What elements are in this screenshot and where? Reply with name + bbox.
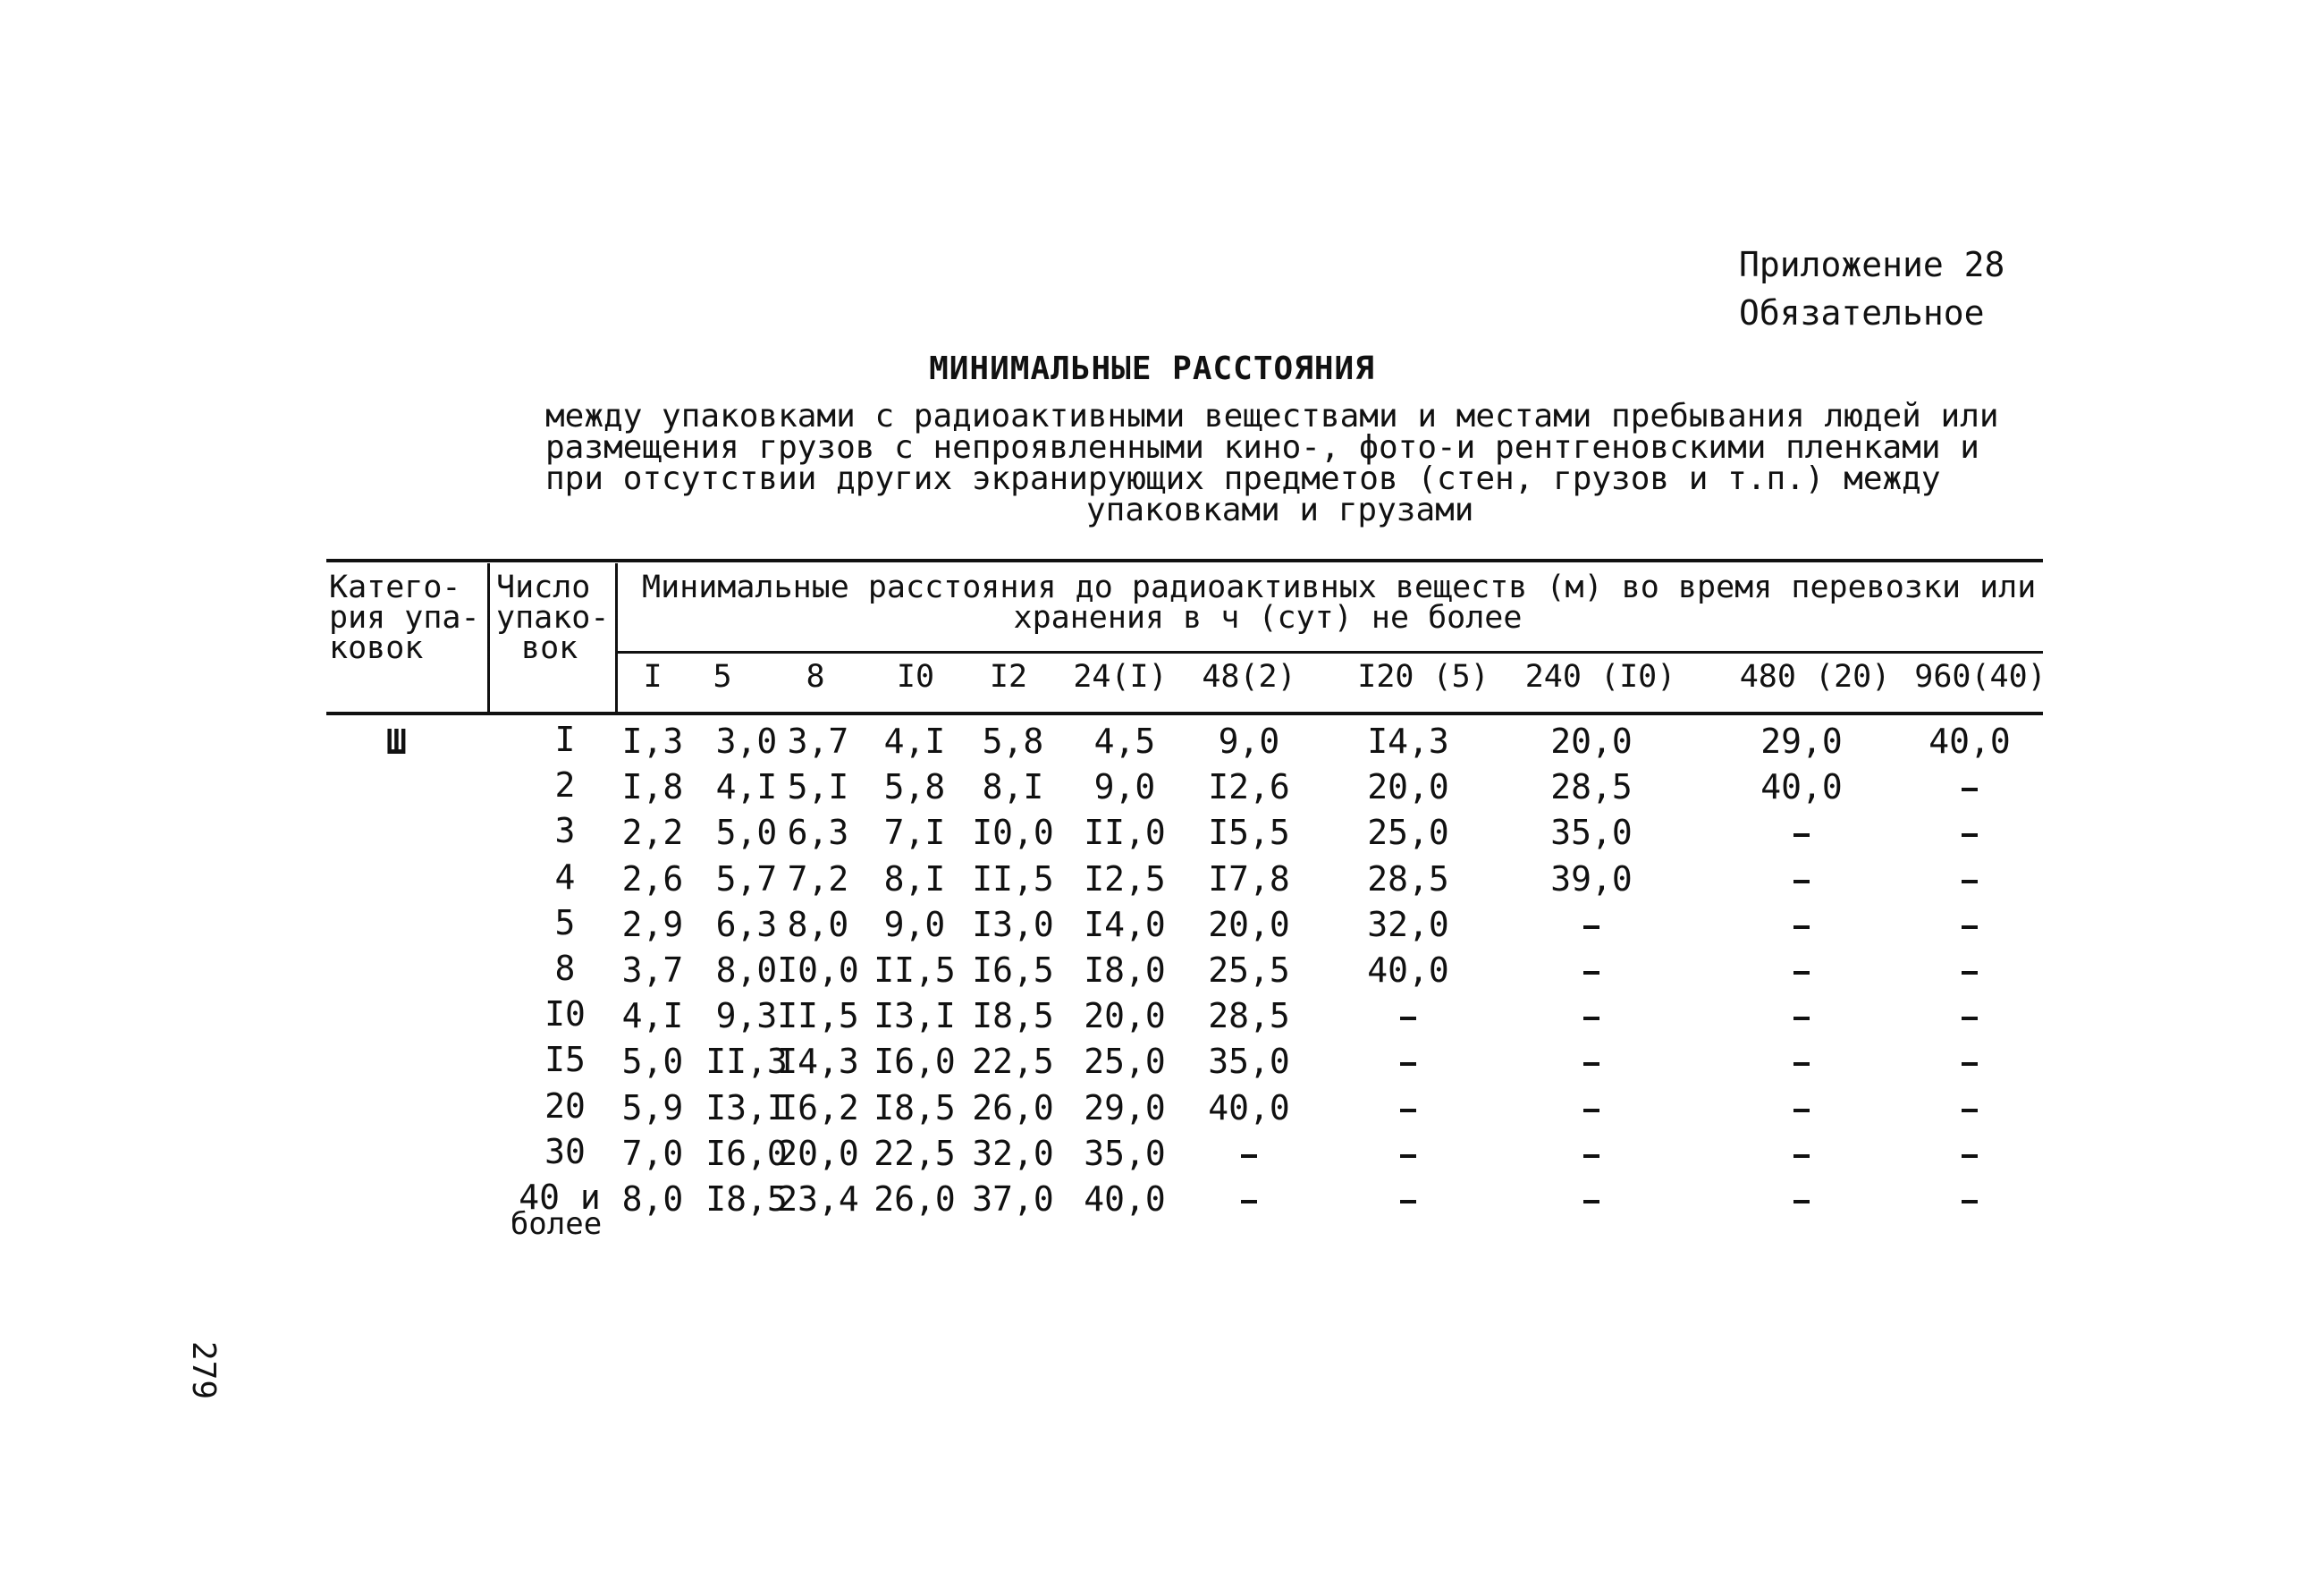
package-count-cell: I0 — [544, 994, 586, 1034]
distance-cell: I8,0 — [1084, 950, 1166, 990]
distance-cell: 2,2 — [621, 813, 684, 852]
header-category: Катего- рия упа- ковок — [329, 570, 480, 666]
empty-cell-dash — [1962, 811, 1978, 854]
table-header-bottom-rule — [326, 712, 2043, 715]
distance-cell: 5,7 — [715, 859, 778, 899]
distance-cell: 2,6 — [621, 859, 684, 899]
dash-mark — [1400, 1062, 1416, 1066]
time-header: 240 (I0) — [1524, 659, 1676, 695]
distance-cell: 9,3 — [715, 996, 778, 1035]
distance-cell: 20,0 — [1084, 996, 1166, 1035]
dash-mark — [1962, 1109, 1978, 1112]
distance-cell: II,3 — [705, 1042, 788, 1081]
distance-cell: 20,0 — [1550, 722, 1633, 761]
distance-cell: 29,0 — [1084, 1088, 1166, 1127]
distance-cell: 28,5 — [1208, 996, 1290, 1035]
empty-cell-dash — [1583, 1178, 1599, 1220]
empty-cell-dash — [1962, 1086, 1978, 1129]
distance-cell: 40,0 — [1928, 722, 2011, 761]
distance-cell: 29,0 — [1760, 722, 1843, 761]
distance-cell: 25,0 — [1084, 1042, 1166, 1081]
time-header: 24(I) — [1073, 659, 1168, 695]
page-number: 279 — [185, 1341, 222, 1400]
distance-cell: 28,5 — [1550, 767, 1633, 806]
distance-cell: I6,0 — [705, 1134, 788, 1173]
header-package-count: Число упако- вок — [496, 570, 610, 666]
distance-cell: 20,0 — [777, 1134, 859, 1173]
dash-mark — [1400, 1017, 1416, 1020]
time-header: 480 (20) — [1739, 659, 1891, 695]
distance-cell: 28,5 — [1367, 859, 1449, 899]
table-row — [0, 949, 2304, 992]
empty-cell-dash — [1583, 1132, 1599, 1175]
distance-cell: 4,I — [883, 722, 946, 761]
empty-cell-dash — [1793, 994, 1810, 1037]
empty-cell-dash — [1793, 1086, 1810, 1129]
dash-mark — [1241, 1200, 1257, 1203]
distance-cell: I6,5 — [972, 950, 1054, 990]
dash-mark — [1962, 880, 1978, 883]
distance-cell: 37,0 — [972, 1179, 1054, 1219]
table-row — [0, 720, 2304, 763]
dash-mark — [1962, 788, 1978, 791]
package-count-cell: 30 — [544, 1132, 586, 1171]
dash-mark — [1583, 1109, 1599, 1112]
distance-cell: 40,0 — [1084, 1179, 1166, 1219]
distance-cell: I4,3 — [1367, 722, 1449, 761]
dash-mark — [1962, 1062, 1978, 1066]
table-row — [0, 1086, 2304, 1129]
dash-mark — [1400, 1154, 1416, 1158]
distance-cell: 8,0 — [621, 1179, 684, 1219]
distance-cell: 9,0 — [1093, 767, 1156, 806]
dash-mark — [1583, 971, 1599, 975]
dash-mark — [1962, 1017, 1978, 1020]
distance-cell: I4,3 — [777, 1042, 859, 1081]
distance-cell: 7,2 — [787, 859, 849, 899]
empty-cell-dash — [1400, 1040, 1416, 1083]
distance-cell: 40,0 — [1760, 767, 1843, 806]
distance-cell: I2,5 — [1084, 859, 1166, 899]
empty-cell-dash — [1962, 903, 1978, 946]
empty-cell-dash — [1241, 1178, 1257, 1220]
table-row — [0, 994, 2304, 1037]
empty-cell-dash — [1583, 949, 1599, 992]
time-header: I2 — [989, 659, 1028, 695]
distance-cell: II,5 — [873, 950, 956, 990]
empty-cell-dash — [1400, 994, 1416, 1037]
empty-cell-dash — [1793, 949, 1810, 992]
dash-mark — [1962, 1200, 1978, 1203]
empty-cell-dash — [1793, 811, 1810, 854]
empty-cell-dash — [1241, 1132, 1257, 1175]
time-header: I — [643, 659, 663, 695]
package-count-cell: 3 — [554, 811, 576, 850]
distance-cell: I3,0 — [972, 905, 1054, 944]
distance-cell: I3,I — [705, 1088, 788, 1127]
package-count-cell-extra: более — [510, 1206, 603, 1242]
dash-mark — [1583, 1017, 1599, 1020]
distance-cell: I0,0 — [972, 813, 1054, 852]
time-header: 48(2) — [1202, 659, 1296, 695]
package-count-cell: 8 — [554, 949, 576, 988]
package-count-cell: 20 — [544, 1086, 586, 1126]
distance-cell: I6,0 — [873, 1042, 956, 1081]
dash-mark — [1583, 1200, 1599, 1203]
appendix-status: Обязательное — [1739, 293, 1985, 333]
distance-cell: 4,I — [621, 996, 684, 1035]
distance-cell: 40,0 — [1208, 1088, 1290, 1127]
dash-mark — [1241, 1154, 1257, 1158]
table-row — [0, 1178, 2304, 1242]
dash-mark — [1583, 1154, 1599, 1158]
empty-cell-dash — [1400, 1086, 1416, 1129]
dash-mark — [1583, 1062, 1599, 1066]
table-row — [0, 857, 2304, 900]
dash-mark — [1962, 971, 1978, 975]
distance-cell: 26,0 — [873, 1179, 956, 1219]
empty-cell-dash — [1793, 1040, 1810, 1083]
dash-mark — [1962, 833, 1978, 837]
document-subtitle — [545, 398, 1999, 528]
distance-cell: 7,I — [883, 813, 946, 852]
distance-cell: 40,0 — [1367, 950, 1449, 990]
time-header: 8 — [806, 659, 825, 695]
empty-cell-dash — [1583, 1086, 1599, 1129]
dash-mark — [1400, 1200, 1416, 1203]
time-header-row — [0, 659, 2304, 697]
empty-cell-dash — [1962, 1040, 1978, 1083]
distance-cell: I6,2 — [777, 1088, 859, 1127]
distance-cell: 3,7 — [787, 722, 849, 761]
table-row — [0, 811, 2304, 854]
distance-cell: I4,0 — [1084, 905, 1166, 944]
subtitle-line: размещения грузов с непроявленными кино-, фото-и рентгеновскими пленками и — [545, 429, 1979, 466]
distance-cell: II,5 — [777, 996, 859, 1035]
dash-mark — [1962, 1154, 1978, 1158]
distance-cell: 26,0 — [972, 1088, 1054, 1127]
distance-cell: I5,5 — [1208, 813, 1290, 852]
distance-cell: 5,0 — [715, 813, 778, 852]
empty-cell-dash — [1793, 1178, 1810, 1220]
category-value: Ш — [386, 722, 407, 762]
time-header: I20 (5) — [1357, 659, 1490, 695]
dash-mark — [1793, 1017, 1810, 1020]
distance-cell: I0,0 — [777, 950, 859, 990]
distance-cell: 5,0 — [621, 1042, 684, 1081]
distance-cell: I7,8 — [1208, 859, 1290, 899]
dash-mark — [1400, 1109, 1416, 1112]
distance-cell: II,5 — [972, 859, 1054, 899]
package-count-cell: 5 — [554, 903, 576, 942]
empty-cell-dash — [1793, 857, 1810, 900]
distance-cell: 8,I — [982, 767, 1044, 806]
distance-cell: 3,7 — [621, 950, 684, 990]
distance-cell: I3,I — [873, 996, 956, 1035]
table-row — [0, 765, 2304, 808]
package-count-cell: I — [554, 720, 576, 759]
dash-mark — [1793, 1062, 1810, 1066]
empty-cell-dash — [1962, 994, 1978, 1037]
distance-cell: 9,0 — [1218, 722, 1280, 761]
dash-mark — [1793, 1200, 1810, 1203]
dash-mark — [1793, 925, 1810, 929]
distance-cell: 6,3 — [787, 813, 849, 852]
dash-mark — [1962, 925, 1978, 929]
distance-cell: 4,I — [715, 767, 778, 806]
distance-cell: 35,0 — [1550, 813, 1633, 852]
distance-cell: 5,8 — [982, 722, 1044, 761]
distance-cell: 4,5 — [1093, 722, 1156, 761]
empty-cell-dash — [1962, 949, 1978, 992]
distance-cell: I2,6 — [1208, 767, 1290, 806]
distance-cell: 25,5 — [1208, 950, 1290, 990]
dash-mark — [1793, 1109, 1810, 1112]
empty-cell-dash — [1962, 1178, 1978, 1220]
distance-cell: 32,0 — [1367, 905, 1449, 944]
time-header: 960(40) — [1914, 659, 2047, 695]
distance-cell: 35,0 — [1084, 1134, 1166, 1173]
package-count-cell: I5 — [544, 1040, 586, 1079]
table-row — [0, 903, 2304, 946]
distance-cell: 25,0 — [1367, 813, 1449, 852]
empty-cell-dash — [1793, 1132, 1810, 1175]
distance-cell: I,3 — [621, 722, 684, 761]
empty-cell-dash — [1962, 765, 1978, 808]
time-header: 5 — [713, 659, 732, 695]
empty-cell-dash — [1400, 1178, 1416, 1220]
distance-cell: 5,I — [787, 767, 849, 806]
subtitle-line: между упаковками с радиоактивными веществами и местами пребывания людей или — [545, 398, 1999, 435]
dash-mark — [1793, 880, 1810, 883]
distance-cell: 23,4 — [777, 1179, 859, 1219]
distance-cell: I8,5 — [705, 1179, 788, 1219]
distance-cell: 22,5 — [972, 1042, 1054, 1081]
distance-cell: 9,0 — [883, 905, 946, 944]
package-count-cell: 2 — [554, 765, 576, 805]
dash-mark — [1793, 1154, 1810, 1158]
dash-mark — [1793, 833, 1810, 837]
distance-cell: 5,8 — [883, 767, 946, 806]
dash-mark — [1793, 971, 1810, 975]
package-count-cell: 40 и — [519, 1178, 601, 1217]
empty-cell-dash — [1583, 1040, 1599, 1083]
distance-cell: I,8 — [621, 767, 684, 806]
table-subheader-rule — [617, 651, 2043, 654]
appendix-block — [1739, 241, 2004, 336]
table-top-rule — [326, 559, 2043, 562]
distance-cell: 2,9 — [621, 905, 684, 944]
distance-cell: 7,0 — [621, 1134, 684, 1173]
distance-cell: 6,3 — [715, 905, 778, 944]
distance-cell: 3,0 — [715, 722, 778, 761]
empty-cell-dash — [1793, 903, 1810, 946]
empty-cell-dash — [1962, 1132, 1978, 1175]
dash-mark — [1583, 925, 1599, 929]
distance-cell: 39,0 — [1550, 859, 1633, 899]
distance-cell: 20,0 — [1367, 767, 1449, 806]
table-row — [0, 1040, 2304, 1083]
distance-cell: 5,9 — [621, 1088, 684, 1127]
distance-cell: 35,0 — [1208, 1042, 1290, 1081]
empty-cell-dash — [1962, 857, 1978, 900]
distance-cell: II,0 — [1084, 813, 1166, 852]
empty-cell-dash — [1583, 994, 1599, 1037]
distance-cell: I8,5 — [972, 996, 1054, 1035]
appendix-number: Приложение 28 — [1739, 245, 2005, 284]
distance-cell: 32,0 — [972, 1134, 1054, 1173]
header-distance-group: Минимальные расстояния до радиоактивных веществ (м) во время перевозки или хранения в ч (сут) не более — [642, 570, 2037, 636]
distance-cell: 8,0 — [715, 950, 778, 990]
distance-cell: 22,5 — [873, 1134, 956, 1173]
time-header: I0 — [896, 659, 935, 695]
package-count-cell: 4 — [554, 857, 576, 897]
subtitle-line: при отсутствии других экранирующих предметов (стен, грузов и т.п.) между — [545, 460, 1941, 497]
empty-cell-dash — [1583, 903, 1599, 946]
empty-cell-dash — [1400, 1132, 1416, 1175]
subtitle-line: упаковками и грузами — [1086, 492, 1474, 528]
table-row — [0, 1132, 2304, 1175]
document-title: МИНИМАЛЬНЫЕ РАССТОЯНИЯ — [929, 350, 1375, 387]
distance-cell: 8,0 — [787, 905, 849, 944]
distance-cell: 20,0 — [1208, 905, 1290, 944]
distance-cell: I8,5 — [873, 1088, 956, 1127]
distance-cell: 8,I — [883, 859, 946, 899]
